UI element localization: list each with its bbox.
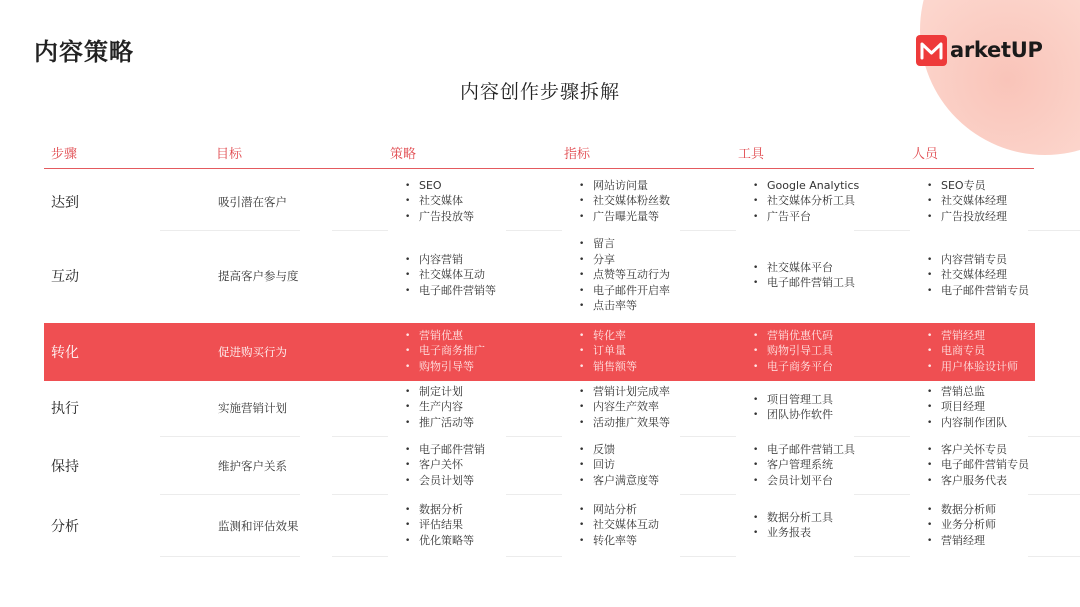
- people-list: [927, 253, 1029, 300]
- row-people-cell: [927, 382, 1007, 434]
- row-step: 达到: [51, 195, 79, 211]
- list-item: • 客户管理系统: [753, 458, 855, 474]
- list-item: • 社交媒体经理: [927, 268, 1029, 284]
- row-people-cell: [927, 498, 996, 554]
- row-divider: [680, 436, 736, 437]
- header-metrics: 指标: [564, 147, 591, 162]
- row-metrics-cell: [579, 382, 670, 434]
- row-divider: [160, 556, 300, 557]
- list-item: • 营销计划完成率: [579, 385, 670, 401]
- people-list: [927, 179, 1007, 226]
- list-item: • 社交媒体平台: [753, 261, 855, 277]
- list-item: • 业务分析师: [927, 518, 996, 534]
- row-metrics-cell: [579, 323, 637, 381]
- list-item: • 转化率等: [579, 534, 659, 550]
- row-divider: [1028, 556, 1080, 557]
- list-item: • 转化率: [579, 329, 637, 345]
- list-item: • 活动推广效果等: [579, 416, 670, 432]
- m-logo-icon: [916, 35, 947, 66]
- row-metrics-cell: [579, 234, 670, 318]
- list-item: • 社交媒体分析工具: [753, 194, 859, 210]
- table-row: [44, 498, 1035, 554]
- list-item: • 会员计划等: [405, 474, 485, 490]
- logo-text: arketUP: [950, 38, 1043, 62]
- metrics-list: [579, 385, 670, 432]
- list-item: • 社交媒体互动: [405, 268, 496, 284]
- list-item: • 内容营销: [405, 253, 496, 269]
- list-item: • 营销总监: [927, 385, 1007, 401]
- header-strategy: 策略: [390, 147, 417, 162]
- tools-list: [753, 261, 855, 292]
- list-item: • 网站分析: [579, 503, 659, 519]
- row-divider: [506, 230, 562, 231]
- row-tools-cell: [753, 323, 833, 381]
- list-item: • 点击率等: [579, 299, 670, 315]
- list-item: • 社交媒体经理: [927, 194, 1007, 210]
- row-divider: [506, 494, 562, 495]
- row-strategy-cell: [405, 323, 485, 381]
- row-divider: [160, 494, 300, 495]
- list-item: • 数据分析师: [927, 503, 996, 519]
- header-people: 人员: [912, 147, 939, 162]
- list-item: • 订单量: [579, 344, 637, 360]
- table-row: [44, 176, 1035, 228]
- metrics-list: [579, 503, 659, 550]
- row-goal: 提高客户参与度: [218, 269, 299, 283]
- list-item: • 内容生产效率: [579, 400, 670, 416]
- page-title: 内容策略: [34, 38, 134, 66]
- list-item: • 广告平台: [753, 210, 859, 226]
- list-item: • 团队协作软件: [753, 408, 833, 424]
- list-item: • 电子邮件营销等: [405, 284, 496, 300]
- row-divider: [506, 436, 562, 437]
- row-people-cell: [927, 234, 1029, 318]
- list-item: • Google Analytics: [753, 179, 859, 195]
- list-item: • 留言: [579, 237, 670, 253]
- list-item: • 用户体验设计师: [927, 360, 1018, 376]
- strategy-list: [405, 503, 474, 550]
- row-step: 转化: [51, 345, 79, 361]
- list-item: • 客户服务代表: [927, 474, 1029, 490]
- row-strategy-cell: [405, 382, 474, 434]
- list-item: • 评估结果: [405, 518, 474, 534]
- row-step: 执行: [51, 401, 79, 417]
- row-goal: 维护客户关系: [218, 459, 287, 473]
- list-item: • 回访: [579, 458, 659, 474]
- list-item: • 电子邮件营销工具: [753, 443, 855, 459]
- row-tools-cell: [753, 176, 859, 228]
- list-item: • 电子商务平台: [753, 360, 833, 376]
- strategy-list: [405, 385, 474, 432]
- row-goal: 促进购买行为: [218, 345, 287, 359]
- row-metrics-cell: [579, 498, 659, 554]
- row-strategy-cell: [405, 176, 474, 228]
- row-divider: [854, 556, 910, 557]
- row-strategy-cell: [405, 234, 496, 318]
- row-tools-cell: [753, 498, 833, 554]
- row-people-cell: [927, 323, 1018, 381]
- row-divider: [854, 494, 910, 495]
- row-tools-cell: [753, 440, 855, 492]
- row-divider: [680, 494, 736, 495]
- row-step: 互动: [51, 269, 79, 285]
- list-item: • 营销经理: [927, 329, 1018, 345]
- row-divider: [680, 230, 736, 231]
- list-item: • 业务报表: [753, 526, 833, 542]
- row-metrics-cell: [579, 176, 670, 228]
- row-tools-cell: [753, 234, 855, 318]
- list-item: • 电子商务推广: [405, 344, 485, 360]
- list-item: • 会员计划平台: [753, 474, 855, 490]
- list-item: • 制定计划: [405, 385, 474, 401]
- strategy-list: [405, 329, 485, 376]
- list-item: • 电子邮件营销专员: [927, 284, 1029, 300]
- header-goal: 目标: [216, 147, 243, 162]
- table-row: [44, 323, 1035, 381]
- header-step: 步骤: [51, 147, 78, 162]
- list-item: • 优化策略等: [405, 534, 474, 550]
- list-item: • 购物引导工具: [753, 344, 833, 360]
- header-tools: 工具: [738, 147, 765, 162]
- tools-list: [753, 511, 833, 542]
- list-item: • SEO: [405, 179, 474, 195]
- people-list: [927, 385, 1007, 432]
- table-row: [44, 234, 1035, 318]
- table-title: 内容创作步骤拆解: [459, 81, 620, 103]
- row-divider: [506, 556, 562, 557]
- list-item: • 内容营销专员: [927, 253, 1029, 269]
- brand-logo: [916, 33, 1043, 67]
- strategy-list: [405, 179, 474, 226]
- list-item: • 数据分析工具: [753, 511, 833, 527]
- strategy-list: [405, 443, 485, 490]
- list-item: • 电子邮件营销工具: [753, 276, 855, 292]
- row-divider: [1028, 494, 1080, 495]
- row-step: 分析: [51, 519, 79, 535]
- list-item: • 销售额等: [579, 360, 637, 376]
- list-item: • 项目管理工具: [753, 393, 833, 409]
- row-divider: [854, 436, 910, 437]
- metrics-list: [579, 443, 659, 490]
- list-item: • 生产内容: [405, 400, 474, 416]
- tools-list: [753, 393, 833, 424]
- list-item: • 广告曝光量等: [579, 210, 670, 226]
- row-divider: [1028, 230, 1080, 231]
- row-divider: [160, 230, 300, 231]
- list-item: • 社交媒体互动: [579, 518, 659, 534]
- row-strategy-cell: [405, 498, 474, 554]
- list-item: • 内容制作团队: [927, 416, 1007, 432]
- tools-list: [753, 329, 833, 376]
- row-divider: [160, 436, 300, 437]
- metrics-list: [579, 179, 670, 226]
- list-item: • 社交媒体: [405, 194, 474, 210]
- row-divider: [1028, 436, 1080, 437]
- list-item: • 电子邮件营销专员: [927, 458, 1029, 474]
- row-metrics-cell: [579, 440, 659, 492]
- people-list: [927, 503, 996, 550]
- row-strategy-cell: [405, 440, 485, 492]
- row-divider: [332, 494, 388, 495]
- list-item: • 营销优惠: [405, 329, 485, 345]
- row-divider: [332, 230, 388, 231]
- list-item: • SEO专员: [927, 179, 1007, 195]
- row-divider: [332, 556, 388, 557]
- row-goal: 实施营销计划: [218, 401, 287, 415]
- list-item: • 电子邮件开启率: [579, 284, 670, 300]
- strategy-list: [405, 253, 496, 300]
- list-item: • 客户关怀专员: [927, 443, 1029, 459]
- list-item: • 广告投放等: [405, 210, 474, 226]
- list-item: • 推广活动等: [405, 416, 474, 432]
- row-people-cell: [927, 176, 1007, 228]
- list-item: • 反馈: [579, 443, 659, 459]
- row-goal: 监测和评估效果: [218, 519, 299, 533]
- list-item: • 客户满意度等: [579, 474, 659, 490]
- table-row: [44, 382, 1035, 434]
- header-divider: [44, 168, 1034, 169]
- row-goal: 吸引潜在客户: [218, 195, 287, 209]
- list-item: • 营销优惠代码: [753, 329, 833, 345]
- row-divider: [854, 230, 910, 231]
- table-row: [44, 440, 1035, 492]
- list-item: • 购物引导等: [405, 360, 485, 376]
- list-item: • 网站访问量: [579, 179, 670, 195]
- tools-list: [753, 443, 855, 490]
- list-item: • 营销经理: [927, 534, 996, 550]
- list-item: • 数据分析: [405, 503, 474, 519]
- table-header: [44, 140, 1034, 168]
- metrics-list: [579, 329, 637, 376]
- list-item: • 项目经理: [927, 400, 1007, 416]
- row-step: 保持: [51, 459, 79, 475]
- list-item: • 广告投放经理: [927, 210, 1007, 226]
- people-list: [927, 329, 1018, 376]
- row-divider: [332, 436, 388, 437]
- list-item: • 电商专员: [927, 344, 1018, 360]
- list-item: • 分享: [579, 253, 670, 269]
- row-tools-cell: [753, 382, 833, 434]
- list-item: • 电子邮件营销: [405, 443, 485, 459]
- tools-list: [753, 179, 859, 226]
- list-item: • 点赞等互动行为: [579, 268, 670, 284]
- list-item: • 客户关怀: [405, 458, 485, 474]
- row-people-cell: [927, 440, 1029, 492]
- row-divider: [680, 556, 736, 557]
- metrics-list: [579, 237, 670, 315]
- people-list: [927, 443, 1029, 490]
- list-item: • 社交媒体粉丝数: [579, 194, 670, 210]
